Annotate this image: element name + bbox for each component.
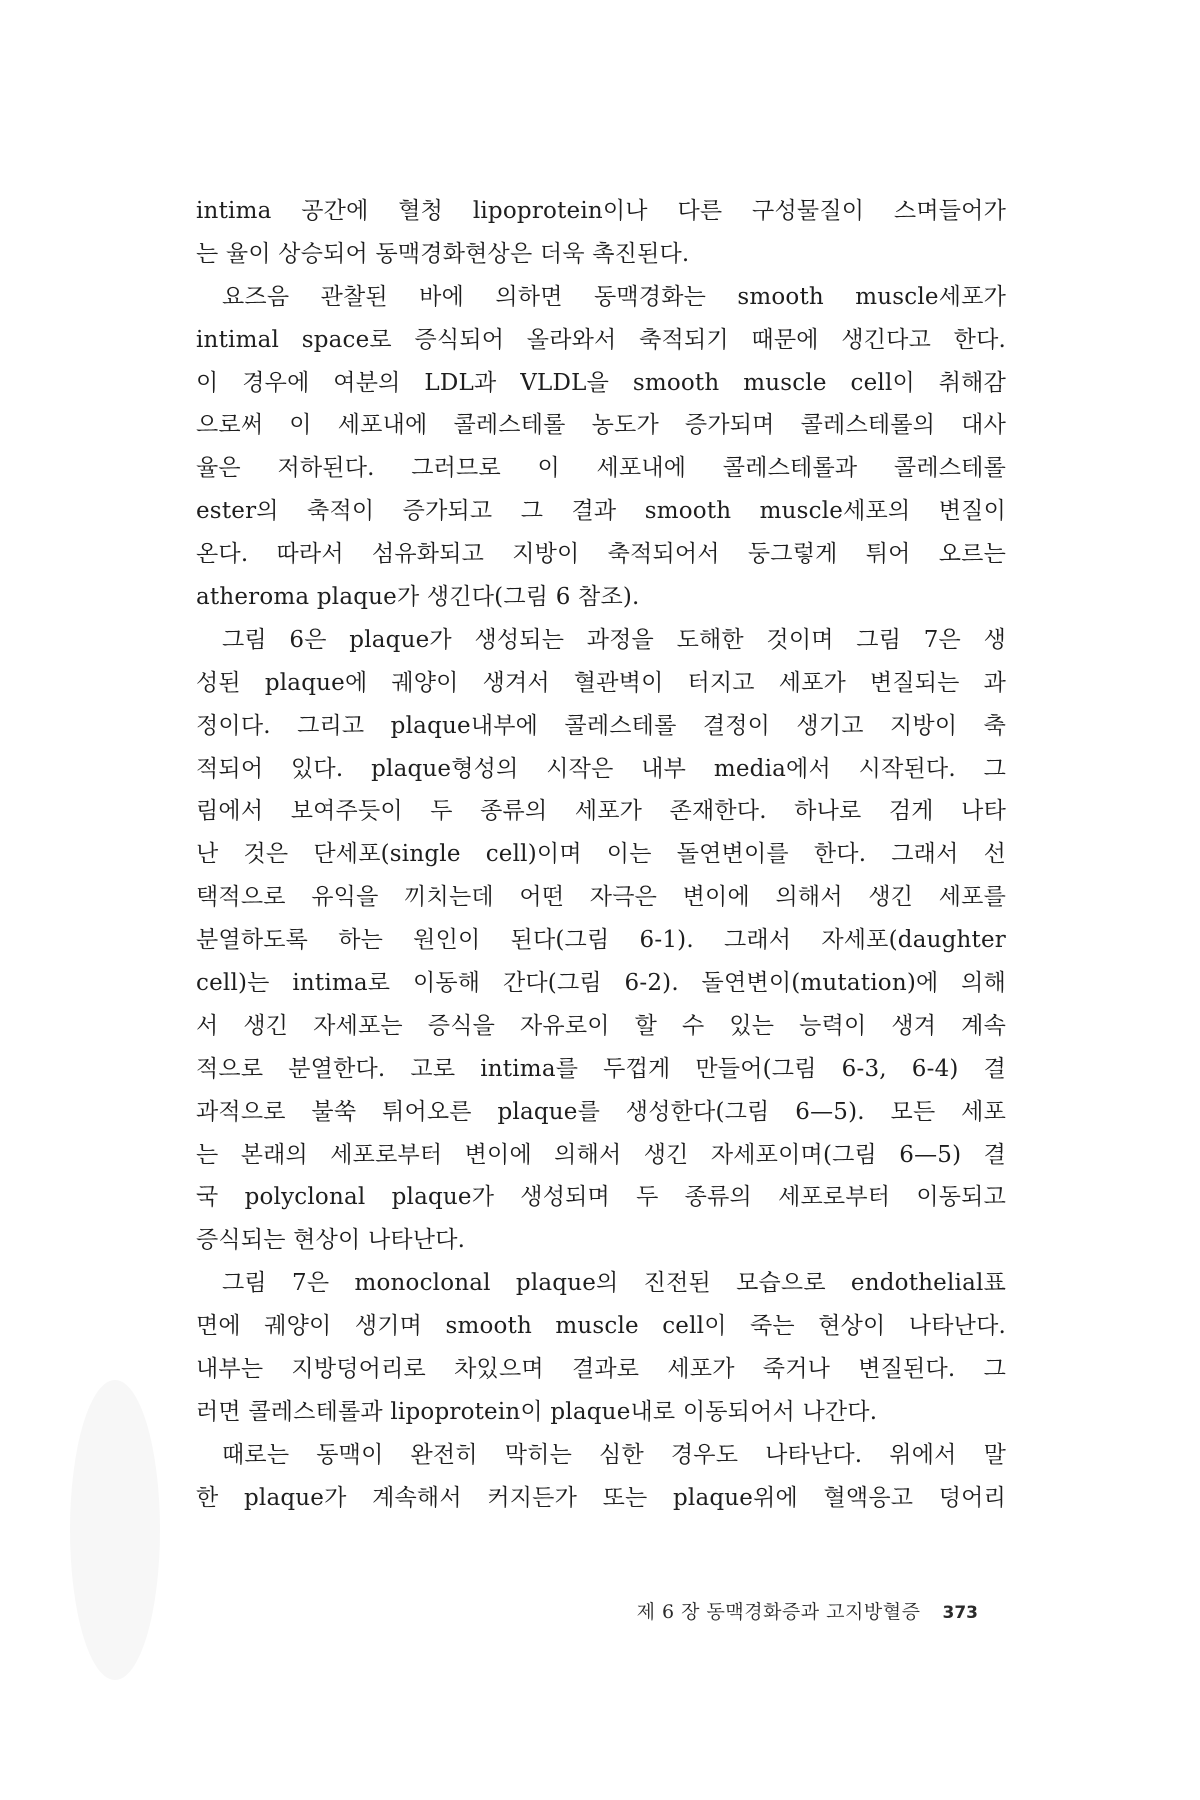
text-line: 정이다. 그리고 plaque내부에 콜레스테롤 결정이 생기고 지방이 축	[196, 712, 1006, 739]
text-line: 과적으로 불쑥 튀어오른 plaque를 생성한다(그림 6—5). 모든 세포	[196, 1098, 1006, 1125]
text-line: 는 본래의 세포로부터 변이에 의해서 생긴 자세포이며(그림 6—5) 결	[196, 1141, 1006, 1168]
text-line: 분열하도록 하는 원인이 된다(그림 6-1). 그래서 자세포(daughter	[196, 927, 1006, 954]
text-line: 한 plaque가 계속해서 커지든가 또는 plaque위에 혈액응고 덩어리	[196, 1484, 1006, 1511]
text-line: 그림 6은 plaque가 생성되는 과정을 도해한 것이며 그림 7은 생	[222, 626, 1006, 653]
body-text	[196, 190, 1006, 1520]
text-line: 온다. 따라서 섬유화되고 지방이 축적되어서 둥그렇게 튀어 오르는	[196, 541, 1006, 568]
text-line: 요즈음 관찰된 바에 의하면 동맥경화는 smooth muscle세포가	[222, 283, 1006, 310]
text-line: atheroma plaque가 생긴다(그림 6 참조).	[196, 584, 640, 611]
text-line: cell)는 intima로 이동해 간다(그림 6-2). 돌연변이(mutation)에 의해	[196, 970, 1006, 997]
text-line: 때로는 동맥이 완전히 막히는 심한 경우도 나타난다. 위에서 말	[222, 1441, 1006, 1468]
text-line: 으로써 이 세포내에 콜레스테롤 농도가 증가되며 콜레스테롤의 대사	[196, 412, 1006, 439]
chapter-title: 제 6 장 동맥경화증과 고지방혈증	[636, 1601, 921, 1623]
text-line: 림에서 보여주듯이 두 종류의 세포가 존재한다. 하나로 검게 나타	[196, 798, 1006, 825]
text-line: intima 공간에 혈청 lipoprotein이나 다른 구성물질이 스며들어가	[196, 198, 1006, 224]
text-line: 그림 7은 monoclonal plaque의 진전된 모습으로 endothelial표	[222, 1270, 1006, 1297]
text-line: 성된 plaque에 궤양이 생겨서 혈관벽이 터지고 세포가 변질되는 과	[196, 669, 1006, 696]
text-line: 서 생긴 자세포는 증식을 자유로이 할 수 있는 능력이 생겨 계속	[196, 1012, 1006, 1039]
text-line: 내부는 지방덩어리로 차있으며 결과로 세포가 죽거나 변질된다. 그	[196, 1356, 1006, 1383]
text-line: 국 polyclonal plaque가 생성되며 두 종류의 세포로부터 이동되고	[196, 1184, 1006, 1211]
text-line: 난 것은 단세포(single cell)이며 이는 돌연변이를 한다. 그래서 선	[196, 841, 1006, 868]
text-line: 율은 저하된다. 그러므로 이 세포내에 콜레스테롤과 콜레스테롤	[196, 455, 1006, 482]
text-line: 적되어 있다. plaque형성의 시작은 내부 media에서 시작된다. 그	[196, 755, 1006, 782]
text-line: 면에 궤양이 생기며 smooth muscle cell이 죽는 현상이 나타난다.	[196, 1313, 1006, 1340]
page-number: 373	[942, 1603, 978, 1623]
running-footer	[538, 1598, 978, 1627]
text-line: 증식되는 현상이 나타난다.	[196, 1227, 466, 1254]
text-line: 이 경우에 여분의 LDL과 VLDL을 smooth muscle cell이 취해감	[196, 369, 1006, 396]
text-line: intimal space로 증식되어 올라와서 축적되기 때문에 생긴다고 한다.	[196, 326, 1006, 353]
text-line: ester의 축적이 증가되고 그 결과 smooth muscle세포의 변질이	[196, 498, 1006, 525]
text-line: 택적으로 유익을 끼치는데 어떤 자극은 변이에 의해서 생긴 세포를	[196, 884, 1006, 911]
text-line: 러면 콜레스테롤과 lipoprotein이 plaque내로 이동되어서 나간다.	[196, 1398, 878, 1425]
paper-smudge	[70, 1380, 160, 1680]
text-line: 적으로 분열한다. 고로 intima를 두껍게 만들어(그림 6-3, 6-4) 결	[196, 1055, 1006, 1082]
text-line: 는 율이 상승되어 동맥경화현상은 더욱 촉진된다.	[196, 240, 690, 267]
